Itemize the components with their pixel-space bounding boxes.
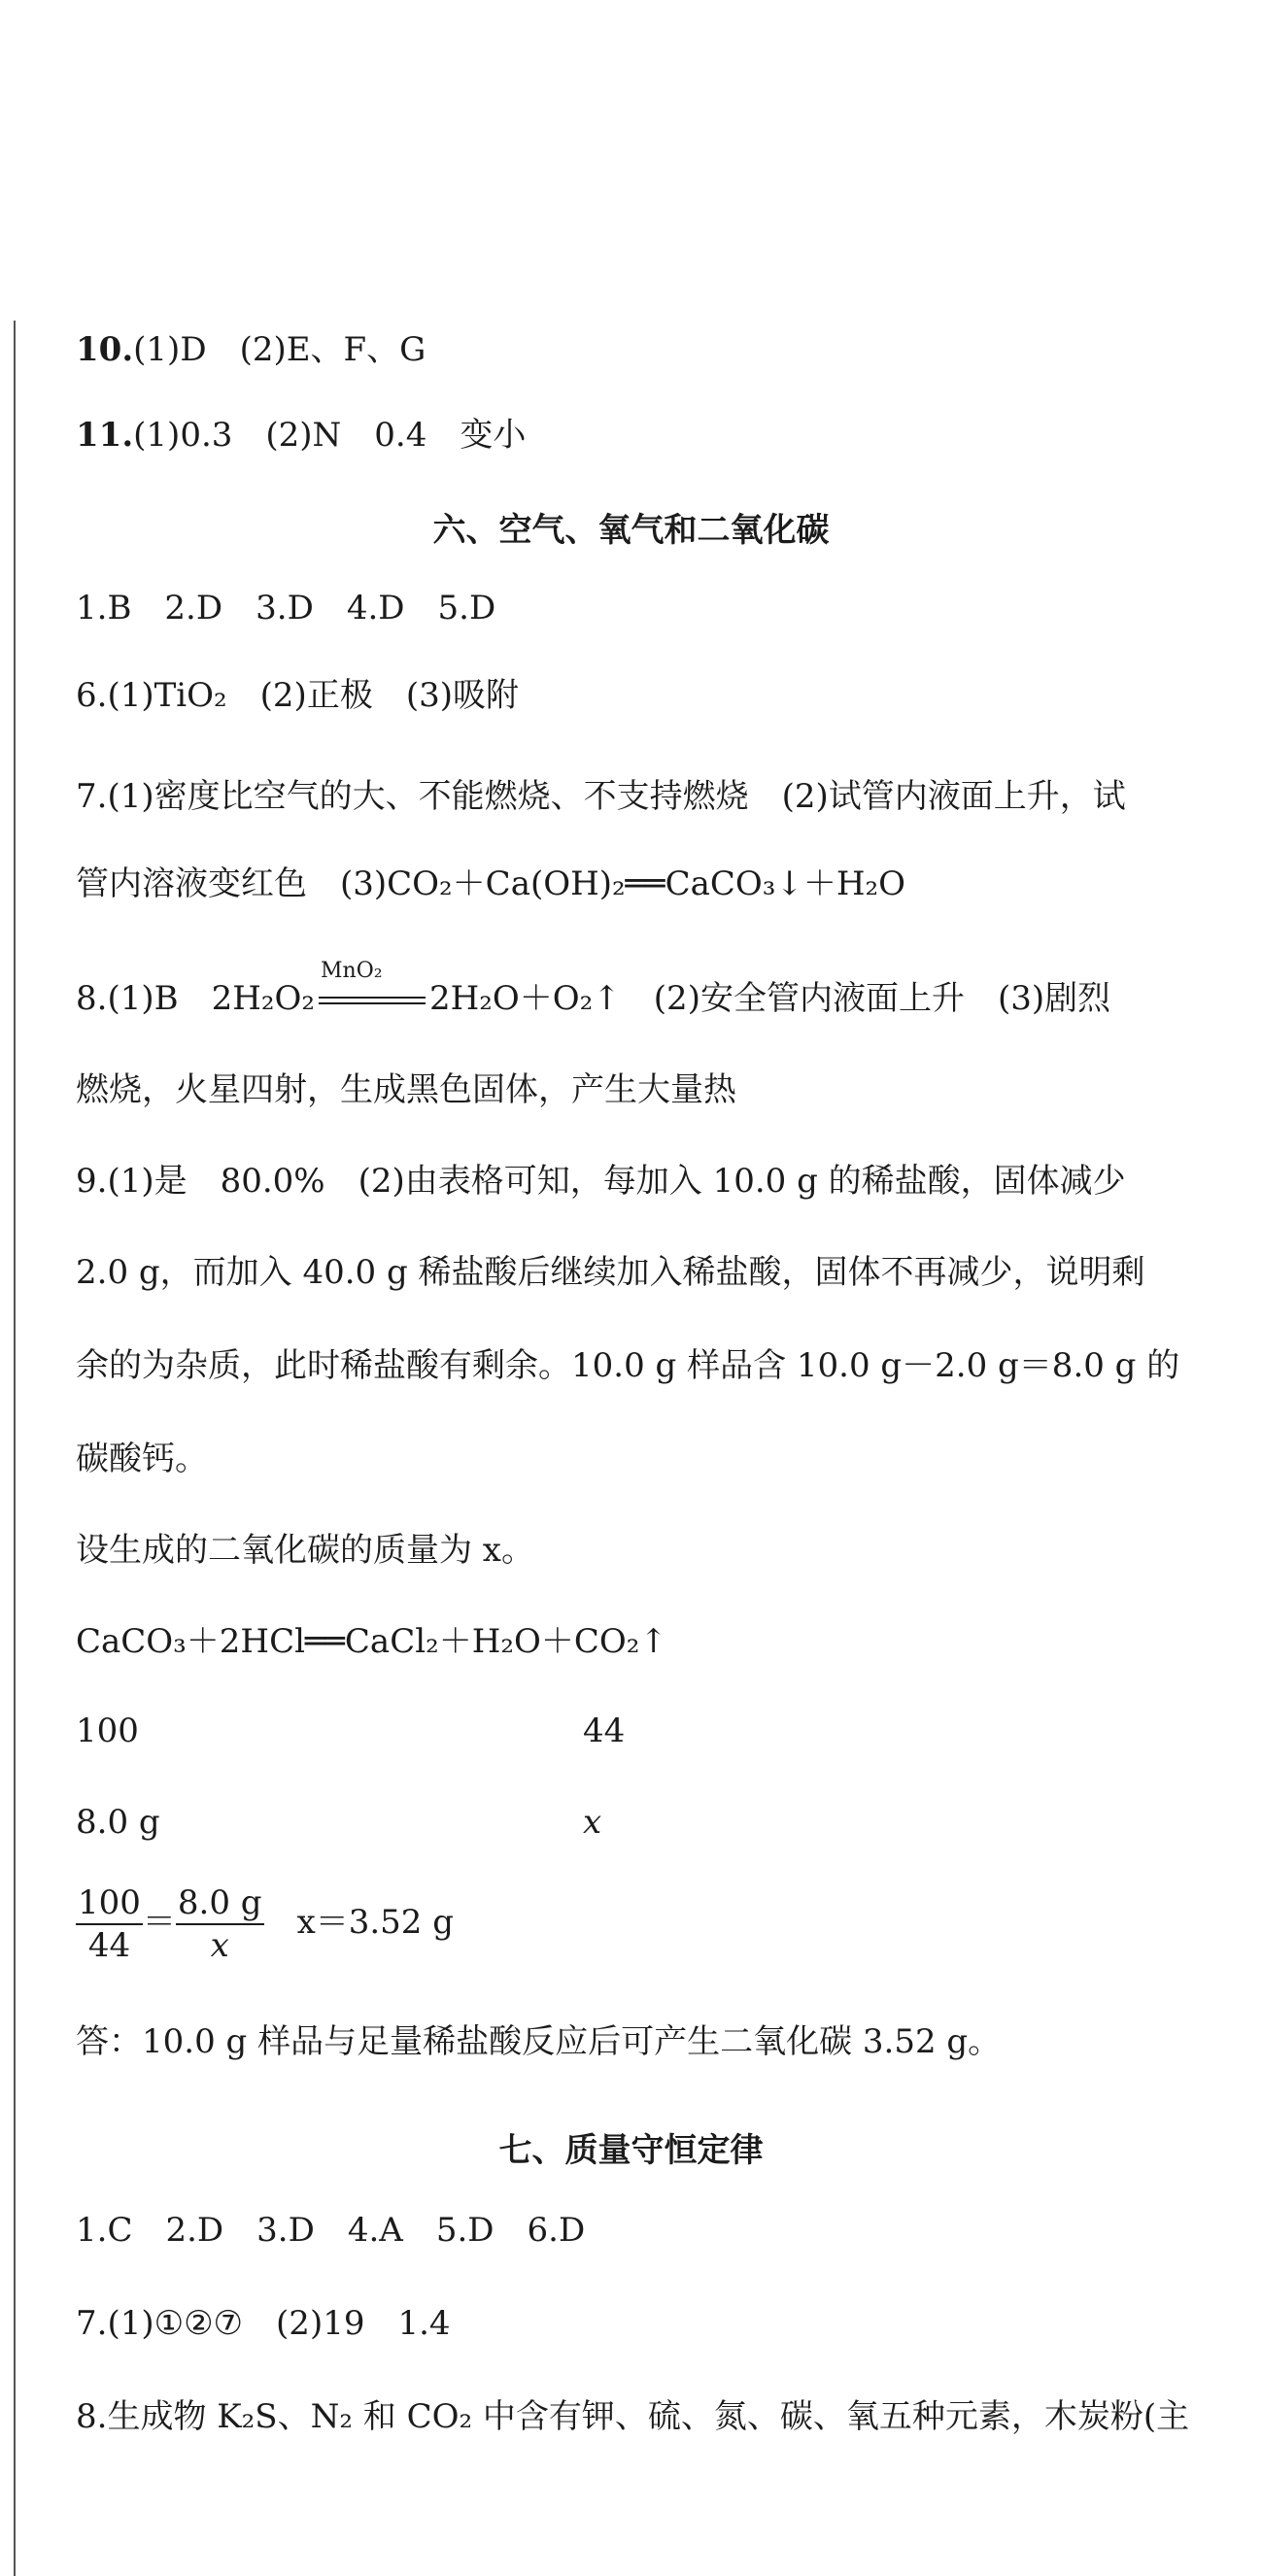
answer-7-8: 8.生成物 K₂S、N₂ 和 CO₂ 中含有钾、硫、氮、碳、氧五种元素，木炭粉(主 (76, 2397, 1190, 2436)
answer-7-1-6: 1.C 2.D 3.D 4.A 5.D 6.D (76, 2211, 586, 2250)
fraction-right: $\frac{8.0 g}{x}$ (177, 1883, 262, 1965)
answer-11: 11.(1)0.3 (2)N 0.4 变小 (76, 416, 527, 455)
section-heading-6: 六、空气、氧气和二氧化碳 (432, 511, 830, 550)
ratio-row-1-left: 100 (76, 1712, 139, 1750)
proportion-line: $\frac{100}{44}$ ＝ $\frac{8.0 g}{x}$ x＝3.52 g (78, 1883, 455, 1965)
answer-7-7: 7.(1)①②⑦ (2)19 1.4 (76, 2304, 451, 2343)
fraction-left: $\frac{100}{44}$ (78, 1883, 141, 1965)
ratio-row-2-left: 8.0 g (76, 1803, 160, 1842)
answer-6-8-line2: 燃烧，火星四射，生成黑色固体，产生大量热 (76, 1070, 736, 1109)
answer-6-9-line2: 2.0 g，而加入 40.0 g 稀盐酸后继续加入稀盐酸，固体不再减少，说明剩 (76, 1253, 1145, 1292)
section-heading-7: 七、质量守恒定律 (498, 2131, 764, 2170)
answer-6-9-line4: 碳酸钙。 (76, 1440, 208, 1478)
ratio-row-1-right: 44 (583, 1712, 626, 1750)
answer-10: 10.(1)D (2)E、F、G (76, 330, 426, 369)
answer-6-6: 6.(1)TiO₂ (2)正极 (3)吸附 (76, 676, 519, 715)
solution-value: x＝3.52 g (296, 1903, 455, 1942)
ratio-row-2-right: x (583, 1803, 602, 1842)
chemical-equation: CaCO₃＋2HCl══CaCl₂＋H₂O＋CO₂↑ (76, 1622, 667, 1661)
answer-6-1-5: 1.B 2.D 3.D 4.D 5.D (76, 589, 496, 627)
answer-6-7-line2: 管内溶液变红色 (3)CO₂＋Ca(OH)₂══CaCO₃↓＋H₂O (76, 864, 906, 903)
answer-6-8-line1: 8.(1)B 2H₂O₂ MnO₂ 2H₂O＋O₂↑ (2)安全管内液面上升 (3)剧烈 (76, 979, 1110, 1018)
reaction-sign (319, 997, 426, 1004)
answer-6-7-line1: 7.(1)密度比空气的大、不能燃烧、不支持燃烧 (2)试管内液面上升，试 (76, 777, 1126, 816)
answer-6-9-line3: 余的为杂质，此时稀盐酸有剩余。10.0 g 样品含 10.0 g－2.0 g＝8.0 g 的 (76, 1346, 1180, 1385)
margin-rule (14, 321, 16, 2576)
answer-6-9-line1: 9.(1)是 80.0% (2)由表格可知，每加入 10.0 g 的稀盐酸，固体减少 (76, 1162, 1126, 1201)
final-answer: 答：10.0 g 样品与足量稀盐酸反应后可产生二氧化碳 3.52 g。 (76, 2022, 1002, 2061)
answer-6-9-line5: 设生成的二氧化碳的质量为 x。 (76, 1531, 534, 1570)
catalyst-label: MnO₂ (321, 959, 383, 983)
